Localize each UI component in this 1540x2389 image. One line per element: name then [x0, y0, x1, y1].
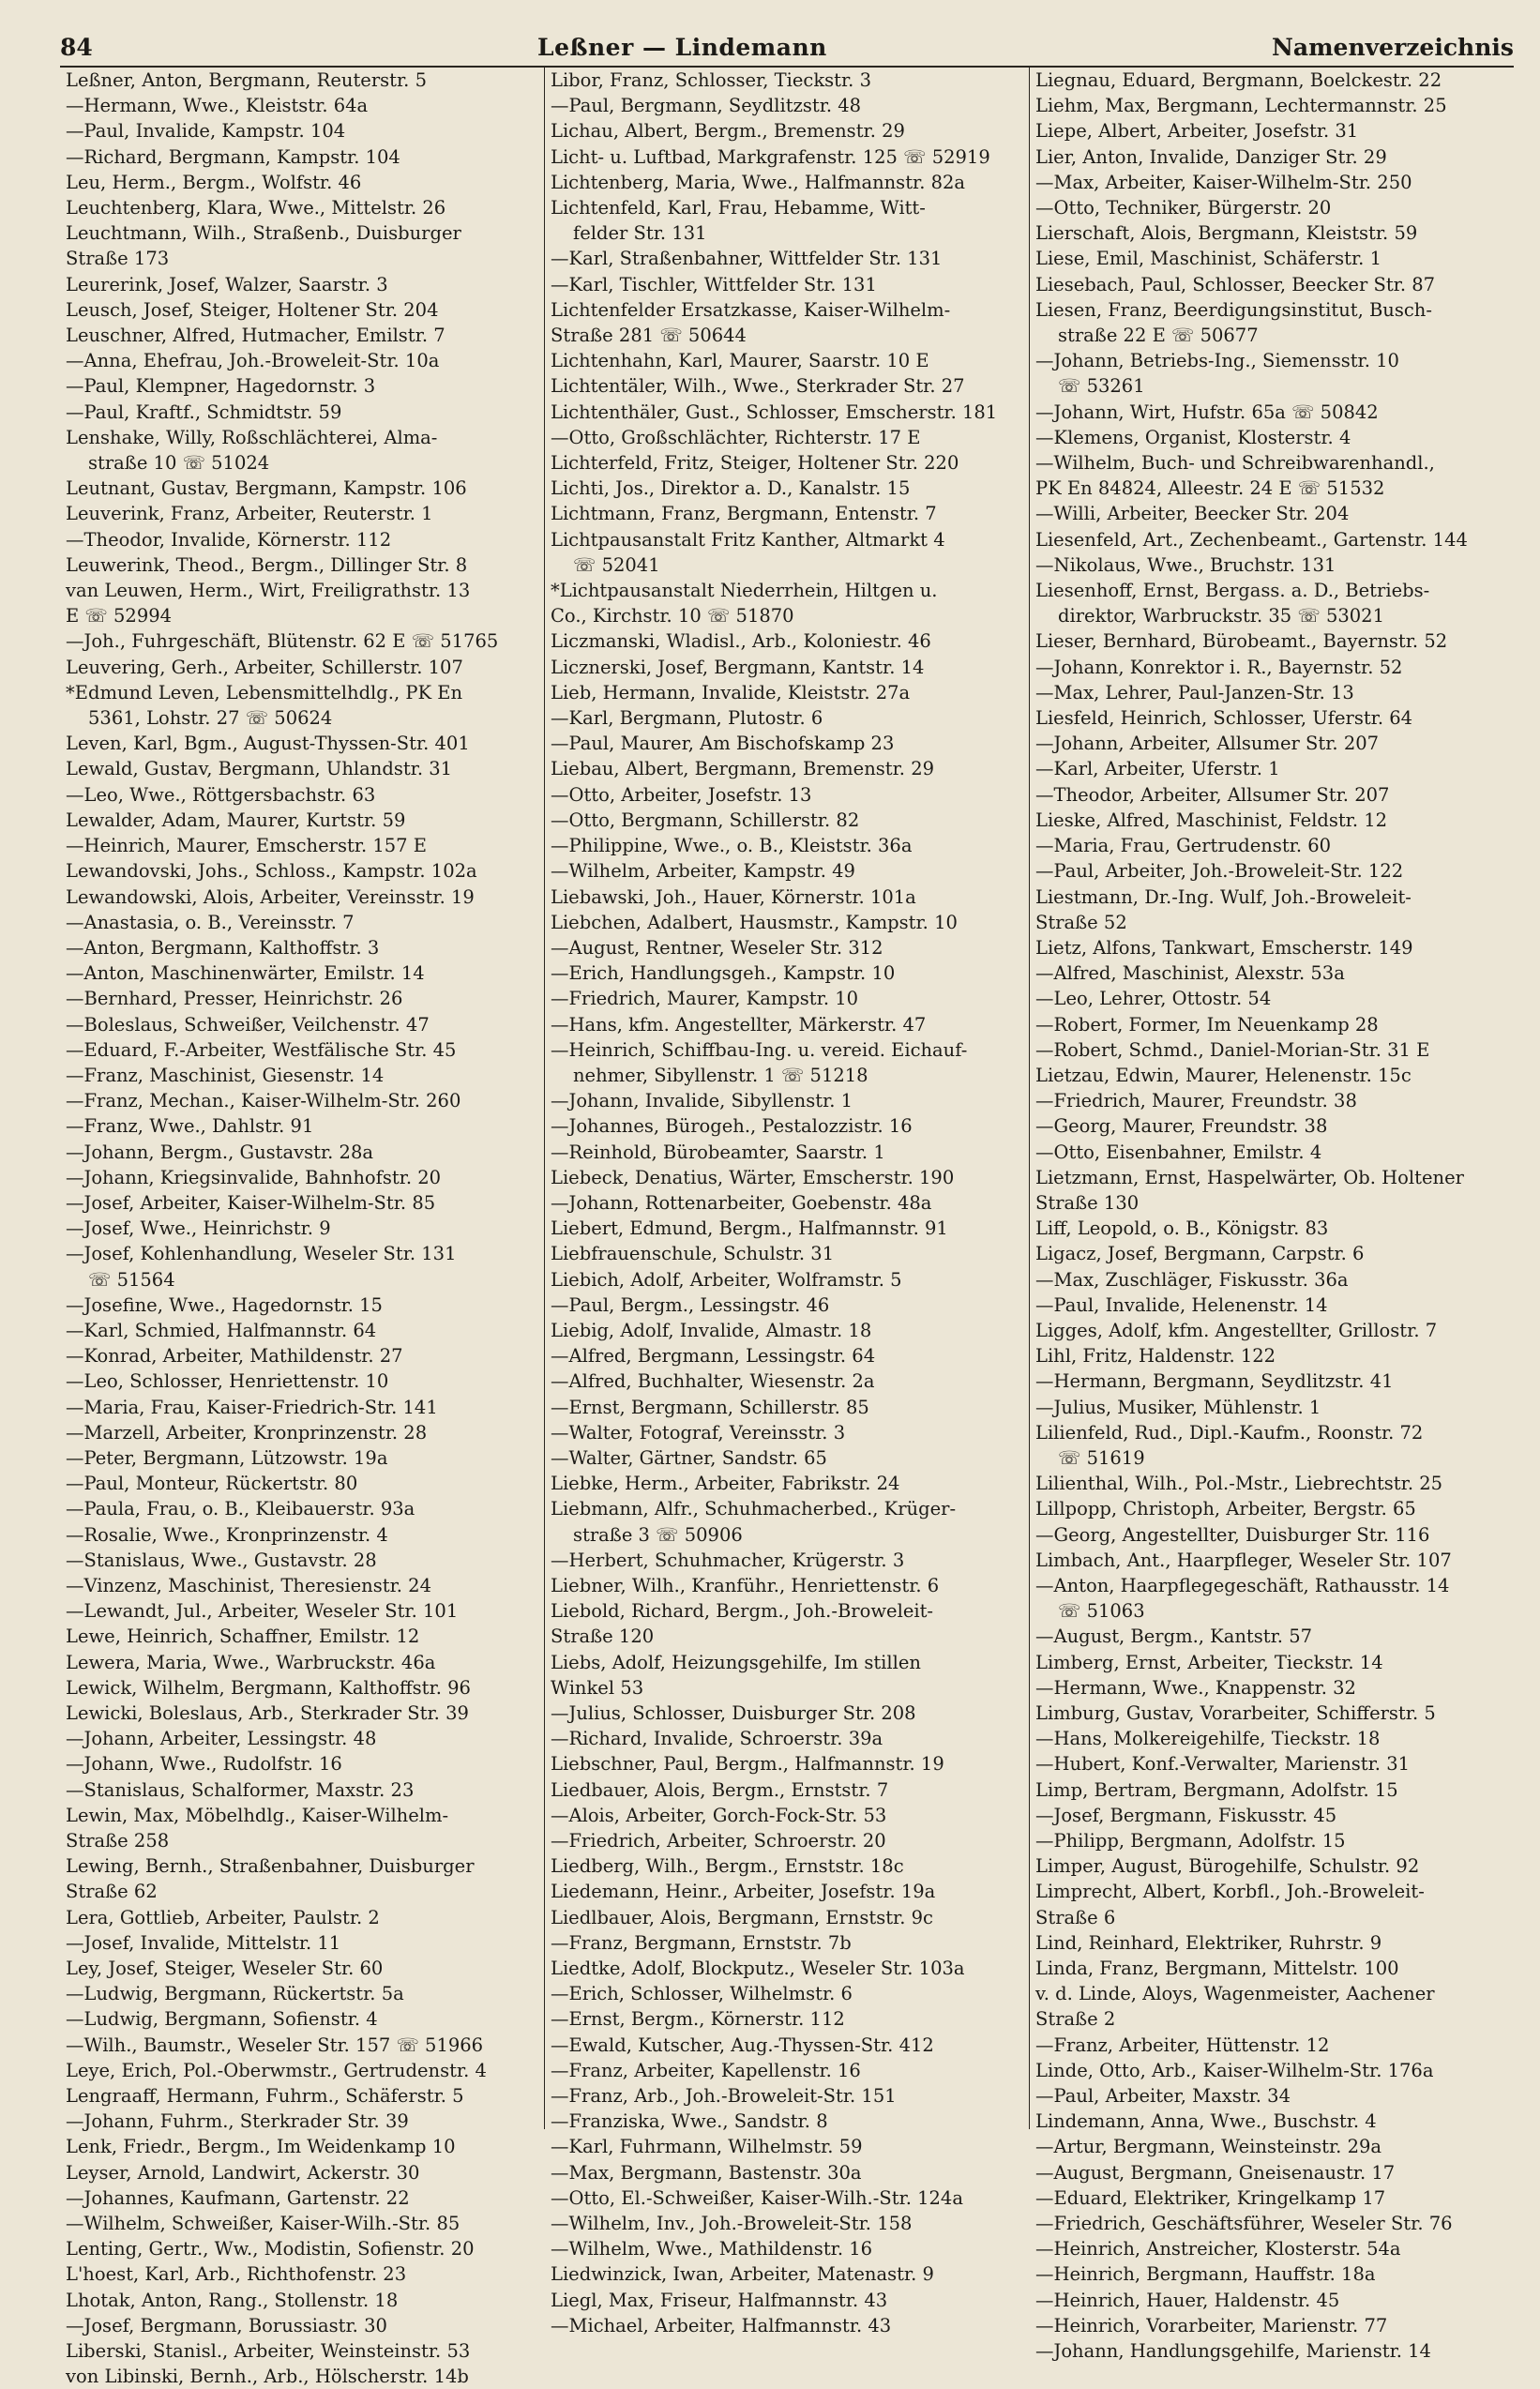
directory-entry-line: Limburg, Gustav, Vorarbeiter, Schifferstr. 5 [1035, 1702, 1436, 1724]
directory-entry-line: —Lewandt, Jul., Arbeiter, Weseler Str. 101 [66, 1600, 459, 1623]
directory-entry-line: Lichtenthäler, Gust., Schlosser, Emscherstr. 181 [551, 401, 998, 423]
directory-entry-line: —Leo, Lehrer, Ottostr. 54 [1035, 988, 1272, 1010]
directory-entry-line: —Franziska, Wwe., Sandstr. 8 [551, 2110, 828, 2133]
directory-entry-line: —Friedrich, Geschäftsführer, Weseler Str. 76 [1035, 2213, 1453, 2235]
directory-entry-line: Winkel 53 [551, 1676, 644, 1699]
directory-entry-line: —Wilhelm, Inv., Joh.-Broweleit-Str. 158 [551, 2213, 913, 2235]
directory-entry-line: —Otto, Techniker, Bürgerstr. 20 [1035, 197, 1332, 219]
directory-entry-line: —Josef, Bergmann, Fiskusstr. 45 [1035, 1804, 1337, 1826]
directory-entry-line: —Heinrich, Bergmann, Hauffstr. 18a [1035, 2263, 1376, 2286]
directory-entry-line: Leven, Karl, Bgm., August-Thyssen-Str. 401 [66, 733, 470, 755]
directory-entry-line: Lewalder, Adam, Maurer, Kurtstr. 59 [66, 809, 406, 831]
directory-entry-line: —Paula, Frau, o. B., Kleibauerstr. 93a [66, 1498, 415, 1520]
directory-entry-line: —Josef, Wwe., Heinrichstr. 9 [66, 1217, 331, 1240]
directory-entry-line: —Otto, Großschlächter, Richterstr. 17 E [551, 426, 921, 448]
directory-entry-line: Leusch, Josef, Steiger, Holtener Str. 204 [66, 298, 439, 321]
directory-entry-line: —Stanislaus, Schalformer, Maxstr. 23 [66, 1778, 415, 1801]
directory-entry-line: —Alfred, Bergmann, Lessingstr. 64 [551, 1345, 876, 1368]
directory-entry-line: —Johannes, Bürogeh., Pestalozzistr. 16 [551, 1115, 913, 1138]
directory-entry-line: —Otto, Bergmann, Schillerstr. 82 [551, 809, 860, 831]
directory-entry-line: —Erich, Handlungsgeh., Kampstr. 10 [551, 962, 896, 985]
directory-entry-line: Liebawski, Joh., Hauer, Körnerstr. 101a [551, 885, 916, 908]
directory-entry-line: Limberg, Ernst, Arbeiter, Tieckstr. 14 [1035, 1651, 1383, 1673]
directory-entry-line: —Leo, Wwe., Röttgersbachstr. 63 [66, 783, 376, 806]
directory-entry-line: —Theodor, Invalide, Körnerstr. 112 [66, 528, 392, 551]
directory-entry-line: —Max, Arbeiter, Kaiser-Wilhelm-Str. 250 [1035, 171, 1412, 193]
directory-entry-line: —Johann, Betriebs-Ing., Siemensstr. 10 [1035, 350, 1399, 372]
directory-entry-line: ☏ 51564 [88, 1268, 175, 1291]
directory-entry-line: Liesfeld, Heinrich, Schlosser, Uferstr. 64 [1035, 707, 1413, 730]
directory-entry-line: —Hans, kfm. Angestellter, Märkerstr. 47 [551, 1013, 927, 1036]
directory-entry-line: Leuvering, Gerh., Arbeiter, Schillerstr. 107 [66, 656, 463, 678]
directory-entry-line: Liebold, Richard, Bergm., Joh.-Broweleit- [551, 1600, 934, 1623]
directory-entry-line: Lindemann, Anna, Wwe., Buschstr. 4 [1035, 2110, 1377, 2133]
directory-entry-line: —Ludwig, Bergmann, Sofienstr. 4 [66, 2008, 378, 2031]
directory-entry-line: —Friedrich, Maurer, Kampstr. 10 [551, 988, 859, 1010]
directory-entry-line: nehmer, Sibyllenstr. 1 ☏ 51218 [573, 1064, 868, 1086]
directory-entry-line: Licht- u. Luftbad, Markgrafenstr. 125 ☏ 52919 [551, 145, 990, 168]
directory-entry-line: Lenk, Friedr., Bergm., Im Weidenkamp 10 [66, 2136, 456, 2158]
directory-entry-line: —Anton, Maschinenwärter, Emilstr. 14 [66, 962, 425, 985]
page-header [60, 28, 1514, 68]
directory-entry-line: Straße 120 [551, 1625, 655, 1648]
directory-entry-line: Liebner, Wilh., Kranführ., Henriettenstr. 6 [551, 1574, 940, 1596]
directory-entry-line: —Paul, Bergm., Lessingstr. 46 [551, 1293, 830, 1316]
directory-entry-line: Lier, Anton, Invalide, Danziger Str. 29 [1035, 145, 1387, 168]
directory-entry-line: —Johann, Kriegsinvalide, Bahnhofstr. 20 [66, 1166, 442, 1188]
directory-entry-line: E ☏ 52994 [66, 605, 173, 627]
directory-entry-line: Liebich, Adolf, Arbeiter, Wolframstr. 5 [551, 1268, 902, 1291]
directory-entry-line: straße 22 E ☏ 50677 [1058, 325, 1259, 347]
directory-entry-line: Libor, Franz, Schlosser, Tieckstr. 3 [551, 69, 871, 91]
directory-entry-line: Lichau, Albert, Bergm., Bremenstr. 29 [551, 120, 905, 143]
directory-entry-line: —Franz, Arbeiter, Kapellenstr. 16 [551, 2059, 861, 2081]
directory-entry-line: Leutnant, Gustav, Bergmann, Kampstr. 106 [66, 477, 467, 500]
directory-entry-line: Lieb, Hermann, Invalide, Kleiststr. 27a [551, 681, 911, 703]
directory-entry-line: —Anastasia, o. B., Vereinsstr. 7 [66, 911, 355, 933]
directory-entry-line: Lenting, Gertr., Ww., Modistin, Sofienstr. 20 [66, 2238, 475, 2260]
directory-entry-line: Ligges, Adolf, kfm. Angestellter, Grillostr. 7 [1035, 1319, 1438, 1341]
directory-entry-line: Lewick, Wilhelm, Bergmann, Kalthoffstr. 96 [66, 1676, 471, 1699]
directory-entry-line: —Johann, Fuhrm., Sterkrader Str. 39 [66, 2110, 409, 2133]
directory-entry-line: Lilienthal, Wilh., Pol.-Mstr., Liebrechtstr. 25 [1035, 1473, 1443, 1495]
directory-entry-line: Lichtenhahn, Karl, Maurer, Saarstr. 10 E [551, 350, 929, 372]
directory-entry-line: —Walter, Fotograf, Vereinsstr. 3 [551, 1421, 846, 1444]
directory-entry-line: —Nikolaus, Wwe., Bruchstr. 131 [1035, 553, 1336, 576]
directory-entry-line: —Franz, Wwe., Dahlstr. 91 [66, 1115, 314, 1138]
directory-entry-line: Liegnau, Eduard, Bergmann, Boelckestr. 22 [1035, 69, 1442, 91]
directory-entry-line: Lichtenfelder Ersatzkasse, Kaiser-Wilhelm- [551, 298, 951, 321]
directory-entry-line: —Wilhelm, Arbeiter, Kampstr. 49 [551, 860, 855, 883]
directory-entry-line: Lewandowski, Alois, Arbeiter, Vereinsstr. 19 [66, 885, 475, 908]
directory-entry-line: —Johannes, Kaufmann, Gartenstr. 22 [66, 2186, 410, 2209]
directory-entry-line: —Robert, Former, Im Neuenkamp 28 [1035, 1013, 1379, 1036]
directory-entry-line: —Walter, Gärtner, Sandstr. 65 [551, 1446, 827, 1469]
directory-entry-line: Liebs, Adolf, Heizungsgehilfe, Im stillen [551, 1651, 921, 1673]
directory-entry-line: Lichti, Jos., Direktor a. D., Kanalstr. 15 [551, 477, 911, 500]
directory-entry-line: direktor, Warbruckstr. 35 ☏ 53021 [1058, 605, 1384, 627]
directory-entry-line: Lichterfeld, Fritz, Steiger, Holtener Str. 220 [551, 452, 959, 475]
directory-entry-line: Leuverink, Franz, Arbeiter, Reuterstr. 1 [66, 503, 433, 525]
directory-entry-line: —Stanislaus, Wwe., Gustavstr. 28 [66, 1549, 377, 1571]
directory-entry-line: 5361, Lohstr. 27 ☏ 50624 [88, 707, 333, 730]
directory-entry-line: Liepe, Albert, Arbeiter, Josefstr. 31 [1035, 120, 1359, 143]
directory-entry-line: Lewera, Maria, Wwe., Warbruckstr. 46a [66, 1651, 436, 1673]
directory-entry-line: Lichtenberg, Maria, Wwe., Halfmannstr. 82a [551, 171, 966, 193]
directory-entry-line: Straße 173 [66, 248, 170, 270]
directory-entry-line: ☏ 51619 [1058, 1446, 1145, 1469]
directory-entry-line: —Michael, Arbeiter, Halfmannstr. 43 [551, 2314, 892, 2336]
directory-entry-line: —Herbert, Schuhmacher, Krügerstr. 3 [551, 1549, 905, 1571]
directory-entry-line: —Ewald, Kutscher, Aug.-Thyssen-Str. 412 [551, 2034, 934, 2056]
directory-entry-line: Liebeck, Denatius, Wärter, Emscherstr. 190 [551, 1166, 955, 1188]
directory-entry-line: —Josef, Invalide, Mittelstr. 11 [66, 1931, 341, 1954]
directory-entry-line: Lewandovski, Johs., Schloss., Kampstr. 102a [66, 860, 477, 883]
directory-entry-line: Lewe, Heinrich, Schaffner, Emilstr. 12 [66, 1625, 420, 1648]
directory-entry-line: —Wilhelm, Wwe., Mathildenstr. 16 [551, 2238, 873, 2260]
directory-entry-line: —Heinrich, Schiffbau-Ing. u. vereid. Eichauf- [551, 1038, 968, 1061]
directory-entry-line: Liberski, Stanisl., Arbeiter, Weinsteinstr. 53 [66, 2340, 471, 2363]
directory-entry-line: —Paul, Klempner, Hagedornstr. 3 [66, 375, 376, 398]
directory-entry-line: —Boleslaus, Schweißer, Veilchenstr. 47 [66, 1013, 430, 1036]
directory-entry-line: Limbach, Ant., Haarpfleger, Weseler Str. 107 [1035, 1549, 1452, 1571]
directory-entry-line: —Alfred, Buchhalter, Wiesenstr. 2a [551, 1370, 875, 1393]
directory-entry-line: Straße 130 [1035, 1191, 1140, 1214]
directory-entry-line: ☏ 51063 [1058, 1600, 1145, 1623]
directory-entry-line: —Johann, Arbeiter, Allsumer Str. 207 [1035, 733, 1380, 755]
directory-entry-line: Leßner, Anton, Bergmann, Reuterstr. 5 [66, 69, 427, 91]
directory-entry-line: Ligacz, Josef, Bergmann, Carpstr. 6 [1035, 1243, 1365, 1265]
directory-entry-line: —Otto, Eisenbahner, Emilstr. 4 [1035, 1141, 1322, 1163]
directory-entry-line: —Max, Lehrer, Paul-Janzen-Str. 13 [1035, 681, 1354, 703]
directory-entry-line: *Lichtpausanstalt Niederrhein, Hiltgen u. [551, 580, 938, 602]
directory-entry-line: Lichtentäler, Wilh., Wwe., Sterkrader Str. 27 [551, 375, 965, 398]
directory-entry-line: Liegl, Max, Friseur, Halfmannstr. 43 [551, 2289, 888, 2311]
directory-entry-line: —Philippine, Wwe., o. B., Kleiststr. 36a [551, 835, 913, 857]
directory-entry-line: —Richard, Invalide, Schroerstr. 39a [551, 1728, 883, 1750]
directory-entry-line: Liedberg, Wilh., Bergm., Ernststr. 18c [551, 1855, 904, 1878]
directory-entry-line: Liebmann, Alfr., Schuhmacherbed., Krüger- [551, 1498, 957, 1520]
directory-entry-line: —Hermann, Bergmann, Seydlitzstr. 41 [1035, 1370, 1394, 1393]
directory-entry-line: Liesenhoff, Ernst, Bergass. a. D., Betriebs- [1035, 580, 1430, 602]
directory-entry-line: Leyser, Arnold, Landwirt, Ackerstr. 30 [66, 2161, 420, 2184]
directory-entry-line: ☏ 53261 [1058, 375, 1145, 398]
directory-entry-line: —Paul, Arbeiter, Maxstr. 34 [1035, 2085, 1291, 2108]
directory-entry-line: Liedemann, Heinr., Arbeiter, Josefstr. 19a [551, 1881, 936, 1903]
directory-entry-line: —Alois, Arbeiter, Gorch-Fock-Str. 53 [551, 1804, 887, 1826]
directory-entry-line: felder Str. 131 [573, 222, 707, 245]
directory-entry-line: —Friedrich, Arbeiter, Schroerstr. 20 [551, 1830, 886, 1852]
directory-entry-line: ☏ 52041 [573, 553, 660, 576]
entry-list [66, 68, 538, 2389]
directory-entry-line: —Leo, Schlosser, Henriettenstr. 10 [66, 1370, 389, 1393]
directory-entry-line: —Paul, Kraftf., Schmidtstr. 59 [66, 401, 342, 423]
directory-entry-line: —Georg, Maurer, Freundstr. 38 [1035, 1115, 1328, 1138]
directory-entry-line: —Franz, Arb., Joh.-Broweleit-Str. 151 [551, 2085, 897, 2108]
directory-entry-line: —Artur, Bergmann, Weinsteinstr. 29a [1035, 2136, 1382, 2158]
directory-entry-line: —Franz, Mechan., Kaiser-Wilhelm-Str. 260 [66, 1090, 461, 1112]
directory-entry-line: —Maria, Frau, Gertrudenstr. 60 [1035, 835, 1332, 857]
directory-entry-line: Limprecht, Albert, Korbfl., Joh.-Broweleit- [1035, 1881, 1425, 1903]
directory-entry-line: —Josef, Arbeiter, Kaiser-Wilhelm-Str. 85 [66, 1191, 436, 1214]
directory-entry-line: —Johann, Handlungsgehilfe, Marienstr. 14 [1035, 2340, 1431, 2363]
directory-entry-line: —Erich, Schlosser, Wilhelmstr. 6 [551, 1983, 853, 2005]
directory-entry-line: —Joh., Fuhrgeschäft, Blütenstr. 62 E ☏ 51765 [66, 630, 499, 653]
directory-entry-line: —Josef, Bergmann, Borussiastr. 30 [66, 2314, 387, 2336]
directory-entry-line: Straße 281 ☏ 50644 [551, 325, 747, 347]
directory-entry-line: —Julius, Musiker, Mühlenstr. 1 [1035, 1396, 1321, 1418]
directory-entry-line: —Eduard, Elektriker, Kringelkamp 17 [1035, 2186, 1386, 2209]
directory-entry-line: Limper, August, Bürogehilfe, Schulstr. 92 [1035, 1855, 1420, 1878]
directory-entry-line: Lierschaft, Alois, Bergmann, Kleiststr. 59 [1035, 222, 1418, 245]
directory-entry-line: Limp, Bertram, Bergmann, Adolfstr. 15 [1035, 1778, 1398, 1801]
directory-entry-line: Lengraaff, Hermann, Fuhrm., Schäferstr. 5 [66, 2085, 464, 2108]
directory-entry-line: Lewin, Max, Möbelhdlg., Kaiser-Wilhelm- [66, 1804, 449, 1826]
directory-entry-line: —Paul, Arbeiter, Joh.-Broweleit-Str. 122 [1035, 860, 1404, 883]
directory-entry-line: —Rosalie, Wwe., Kronprinzenstr. 4 [66, 1523, 388, 1546]
directory-entry-line: von Libinski, Bernh., Arb., Hölscherstr. 14b [66, 2366, 469, 2388]
directory-entry-line: Liebau, Albert, Bergmann, Bremenstr. 29 [551, 758, 935, 780]
directory-entry-line: Straße 2 [1035, 2008, 1116, 2031]
directory-entry-line: Leuchtenberg, Klara, Wwe., Mittelstr. 26 [66, 197, 446, 219]
directory-entry-line: Liebfrauenschule, Schulstr. 31 [551, 1243, 835, 1265]
directory-entry-line: Liff, Leopold, o. B., Königstr. 83 [1035, 1217, 1329, 1240]
directory-entry-line: —Maria, Frau, Kaiser-Friedrich-Str. 141 [66, 1396, 438, 1418]
directory-entry-line: Liesenfeld, Art., Zechenbeamt., Gartenstr. 144 [1035, 528, 1468, 551]
directory-entry-line: —Karl, Bergmann, Plutostr. 6 [551, 707, 823, 730]
directory-entry-line: Leu, Herm., Bergm., Wolfstr. 46 [66, 171, 362, 193]
directory-entry-line: —Hermann, Wwe., Kleiststr. 64a [66, 95, 369, 117]
directory-entry-line: Leuchtmann, Wilh., Straßenb., Duisburger [66, 222, 461, 245]
directory-entry-line: —Richard, Bergmann, Kampstr. 104 [66, 145, 400, 168]
directory-entry-line: Leurerink, Josef, Walzer, Saarstr. 3 [66, 273, 388, 295]
directory-entry-line: —Bernhard, Presser, Heinrichstr. 26 [66, 988, 403, 1010]
directory-entry-line: —Willi, Arbeiter, Beecker Str. 204 [1035, 503, 1350, 525]
directory-entry-line: —Paul, Invalide, Helenenstr. 14 [1035, 1293, 1328, 1316]
directory-entry-line: —Ernst, Bergm., Körnerstr. 112 [551, 2008, 845, 2031]
directory-entry-line: —Eduard, F.-Arbeiter, Westfälische Str. 45 [66, 1038, 457, 1061]
directory-entry-line: Lietzau, Edwin, Maurer, Helenenstr. 15c [1035, 1064, 1412, 1086]
directory-entry-line: Co., Kirchstr. 10 ☏ 51870 [551, 605, 794, 627]
directory-entry-line: Leuschner, Alfred, Hutmacher, Emilstr. 7 [66, 325, 445, 347]
column-3 [1029, 68, 1514, 2363]
directory-entry-line: —Karl, Tischler, Wittfelder Str. 131 [551, 273, 877, 295]
directory-entry-line: —Georg, Angestellter, Duisburger Str. 116 [1035, 1523, 1430, 1546]
directory-entry-line: —Hans, Molkereigehilfe, Tieckstr. 18 [1035, 1728, 1381, 1750]
directory-entry-line: —Anton, Haarpflegegeschäft, Rathausstr. 14 [1035, 1574, 1450, 1596]
directory-entry-line: —Heinrich, Hauer, Haldenstr. 45 [1035, 2289, 1340, 2311]
directory-entry-line: —Karl, Arbeiter, Uferstr. 1 [1035, 758, 1280, 780]
directory-entry-line: —Johann, Wwe., Rudolfstr. 16 [66, 1753, 342, 1776]
directory-entry-line: —Julius, Schlosser, Duisburger Str. 208 [551, 1702, 916, 1724]
directory-entry-line: —Heinrich, Anstreicher, Klosterstr. 54a [1035, 2238, 1401, 2260]
directory-entry-line: Lichtpausanstalt Fritz Kanther, Altmarkt 4 [551, 528, 945, 551]
directory-entry-line: —August, Bergm., Kantstr. 57 [1035, 1625, 1313, 1648]
directory-entry-line: Linda, Franz, Bergmann, Mittelstr. 100 [1035, 1958, 1399, 1980]
section-title: Namenverzeichnis [1272, 33, 1514, 61]
directory-entry-line: —Johann, Rottenarbeiter, Goebenstr. 48a [551, 1191, 932, 1214]
directory-entry-line: —Reinhold, Bürobeamter, Saarstr. 1 [551, 1141, 885, 1163]
directory-entry-line: —Wilh., Baumstr., Weseler Str. 157 ☏ 51966 [66, 2034, 484, 2056]
directory-entry-line: Licznerski, Josef, Bergmann, Kantstr. 14 [551, 656, 925, 678]
directory-entry-line: PK En 84824, Alleestr. 24 E ☏ 51532 [1035, 477, 1385, 500]
directory-entry-line: —Paul, Maurer, Am Bischofskamp 23 [551, 733, 895, 755]
directory-entry-line: straße 3 ☏ 50906 [573, 1523, 743, 1546]
directory-entry-line: —Friedrich, Maurer, Freundstr. 38 [1035, 1090, 1357, 1112]
directory-entry-line: Lind, Reinhard, Elektriker, Ruhrstr. 9 [1035, 1931, 1382, 1954]
column-2 [544, 68, 1029, 2336]
directory-entry-line: —August, Bergmann, Gneisenaustr. 17 [1035, 2161, 1396, 2184]
directory-entry-line: —Johann, Wirt, Hufstr. 65a ☏ 50842 [1035, 401, 1379, 423]
entry-list [551, 68, 1023, 2338]
directory-entry-line: —Johann, Invalide, Sibyllenstr. 1 [551, 1090, 853, 1112]
directory-entry-line: —August, Rentner, Weseler Str. 312 [551, 936, 883, 959]
directory-entry-line: *Edmund Leven, Lebensmittelhdlg., PK En [66, 681, 463, 703]
directory-entry-line: Lietz, Alfons, Tankwart, Emscherstr. 149 [1035, 936, 1413, 959]
directory-entry-line: Lichtenfeld, Karl, Frau, Hebamme, Witt- [551, 197, 926, 219]
directory-entry-line: Leuwerink, Theod., Bergm., Dillinger Str. 8 [66, 553, 468, 576]
directory-entry-line: —Vinzenz, Maschinist, Theresienstr. 24 [66, 1574, 431, 1596]
directory-entry-line: —Anton, Bergmann, Kalthoffstr. 3 [66, 936, 380, 959]
directory-entry-line: van Leuwen, Herm., Wirt, Freiligrathstr. 13 [66, 580, 471, 602]
directory-entry-line: —Johann, Konrektor i. R., Bayernstr. 52 [1035, 656, 1403, 678]
directory-entry-line: L'hoest, Karl, Arb., Richthofenstr. 23 [66, 2263, 407, 2286]
directory-entry-line: —Philipp, Bergmann, Adolfstr. 15 [1035, 1830, 1346, 1852]
directory-entry-line: —Alfred, Maschinist, Alexstr. 53a [1035, 962, 1345, 985]
directory-entry-line: Linde, Otto, Arb., Kaiser-Wilhelm-Str. 176a [1035, 2059, 1434, 2081]
directory-entry-line: —Josefine, Wwe., Hagedornstr. 15 [66, 1293, 383, 1316]
directory-entry-line: —Paul, Monteur, Rückertstr. 80 [66, 1473, 358, 1495]
directory-entry-line: —Karl, Straßenbahner, Wittfelder Str. 131 [551, 248, 943, 270]
directory-entry-line: Lhotak, Anton, Rang., Stollenstr. 18 [66, 2289, 399, 2311]
directory-entry-line: Liczmanski, Wladisl., Arb., Koloniestr. 46 [551, 630, 931, 653]
directory-entry-line: Lichtmann, Franz, Bergmann, Entenstr. 7 [551, 503, 937, 525]
directory-entry-line: —Otto, Arbeiter, Josefstr. 13 [551, 783, 812, 806]
directory-entry-line: —Heinrich, Vorarbeiter, Marienstr. 77 [1035, 2314, 1388, 2336]
directory-entry-line: —Johann, Bergm., Gustavstr. 28a [66, 1141, 373, 1163]
page-number: 84 [60, 33, 93, 61]
directory-entry-line: —Wilhelm, Buch- und Schreibwarenhandl., [1035, 452, 1435, 475]
directory-entry-line: Ley, Josef, Steiger, Weseler Str. 60 [66, 1958, 384, 1980]
directory-entry-line: Liehm, Max, Bergmann, Lechtermannstr. 25 [1035, 95, 1447, 117]
directory-entry-line: Liese, Emil, Maschinist, Schäferstr. 1 [1035, 248, 1381, 270]
directory-entry-line: Liebke, Herm., Arbeiter, Fabrikstr. 24 [551, 1473, 900, 1495]
directory-entry-line: Leye, Erich, Pol.-Oberwmstr., Gertrudenstr. 4 [66, 2059, 487, 2081]
directory-entry-line: —Paul, Invalide, Kampstr. 104 [66, 120, 346, 143]
directory-entry-line: Liestmann, Dr.-Ing. Wulf, Joh.-Broweleit- [1035, 885, 1412, 908]
directory-entry-line: —Karl, Fuhrmann, Wilhelmstr. 59 [551, 2136, 863, 2158]
directory-entry-line: —Karl, Schmied, Halfmannstr. 64 [66, 1319, 377, 1341]
directory-entry-line: —Robert, Schmd., Daniel-Morian-Str. 31 E [1035, 1038, 1430, 1061]
directory-entry-line: Liebig, Adolf, Invalide, Almastr. 18 [551, 1319, 872, 1341]
directory-entry-line: Straße 258 [66, 1830, 170, 1852]
directory-entry-line: —Max, Zuschläger, Fiskusstr. 36a [1035, 1268, 1349, 1291]
directory-entry-line: Liesen, Franz, Beerdigungsinstitut, Busch- [1035, 298, 1432, 321]
directory-entry-line: Liebschner, Paul, Bergm., Halfmannstr. 19 [551, 1753, 944, 1776]
directory-entry-line: Lieske, Alfred, Maschinist, Feldstr. 12 [1035, 809, 1388, 831]
page-title: Leßner — Lindemann [537, 33, 827, 61]
directory-entry-line: —Franz, Maschinist, Giesenstr. 14 [66, 1064, 385, 1086]
directory-entry-line: —Heinrich, Maurer, Emscherstr. 157 E [66, 835, 428, 857]
directory-entry-line: —Konrad, Arbeiter, Mathildenstr. 27 [66, 1345, 403, 1368]
directory-entry-line: —Theodor, Arbeiter, Allsumer Str. 207 [1035, 783, 1390, 806]
directory-entry-line: Lera, Gottlieb, Arbeiter, Paulstr. 2 [66, 1906, 380, 1928]
directory-entry-line: —Peter, Bergmann, Lützowstr. 19a [66, 1446, 388, 1469]
directory-entry-line: Liedlbauer, Alois, Bergmann, Ernststr. 9c [551, 1906, 933, 1928]
directory-entry-line: —Johann, Arbeiter, Lessingstr. 48 [66, 1728, 377, 1750]
directory-entry-line: —Ludwig, Bergmann, Rückertstr. 5a [66, 1983, 404, 2005]
directory-entry-line: Liedbauer, Alois, Bergm., Ernststr. 7 [551, 1778, 889, 1801]
directory-entry-line: —Klemens, Organist, Klosterstr. 4 [1035, 426, 1351, 448]
directory-entry-line: Liebert, Edmund, Bergm., Halfmannstr. 91 [551, 1217, 948, 1240]
directory-entry-line: Liesebach, Paul, Schlosser, Beecker Str. 87 [1035, 273, 1436, 295]
columns [60, 68, 1514, 2388]
entry-list [1035, 68, 1508, 2364]
directory-entry-line: Straße 62 [66, 1881, 158, 1903]
directory-entry-line: Straße 52 [1035, 911, 1127, 933]
directory-entry-line: —Wilhelm, Schweißer, Kaiser-Wilh.-Str. 85 [66, 2213, 460, 2235]
directory-entry-line: —Otto, El.-Schweißer, Kaiser-Wilh.-Str. 124a [551, 2186, 963, 2209]
directory-entry-line: Lillpopp, Christoph, Arbeiter, Bergstr. 65 [1035, 1498, 1416, 1520]
directory-entry-line: Liedtke, Adolf, Blockputz., Weseler Str. 103a [551, 1958, 965, 1980]
directory-entry-line: —Franz, Bergmann, Ernststr. 7b [551, 1931, 852, 1954]
directory-entry-line: —Marzell, Arbeiter, Kronprinzenstr. 28 [66, 1421, 428, 1444]
directory-entry-line: —Anna, Ehefrau, Joh.-Broweleit-Str. 10a [66, 350, 440, 372]
directory-entry-line: Straße 6 [1035, 1906, 1116, 1928]
directory-entry-line: Lenshake, Willy, Roßschlächterei, Alma- [66, 426, 438, 448]
directory-entry-line: —Max, Bergmann, Bastenstr. 30a [551, 2161, 862, 2184]
directory-entry-line: Lewicki, Boleslaus, Arb., Sterkrader Str. 39 [66, 1702, 469, 1724]
directory-entry-line: Lietzmann, Ernst, Haspelwärter, Ob. Holtener [1035, 1166, 1464, 1188]
directory-entry-line: v. d. Linde, Aloys, Wagenmeister, Aachener [1035, 1983, 1435, 2005]
directory-entry-line: Lewald, Gustav, Bergmann, Uhlandstr. 31 [66, 758, 453, 780]
column-1 [60, 68, 544, 2388]
directory-entry-line: —Josef, Kohlenhandlung, Weseler Str. 131 [66, 1243, 457, 1265]
directory-entry-line: Lieser, Bernhard, Bürobeamt., Bayernstr. 52 [1035, 630, 1448, 653]
directory-entry-line: Lihl, Fritz, Haldenstr. 122 [1035, 1345, 1276, 1368]
directory-entry-line: —Ernst, Bergmann, Schillerstr. 85 [551, 1396, 869, 1418]
directory-entry-line: —Paul, Bergmann, Seydlitzstr. 48 [551, 95, 862, 117]
directory-entry-line: Liebchen, Adalbert, Hausmstr., Kampstr. 10 [551, 911, 958, 933]
directory-entry-line: —Franz, Arbeiter, Hüttenstr. 12 [1035, 2034, 1330, 2056]
directory-entry-line: Lilienfeld, Rud., Dipl.-Kaufm., Roonstr. 72 [1035, 1421, 1424, 1444]
directory-entry-line: straße 10 ☏ 51024 [88, 452, 270, 475]
directory-entry-line: Liedwinzick, Iwan, Arbeiter, Matenastr. 9 [551, 2263, 934, 2286]
directory-entry-line: —Hermann, Wwe., Knappenstr. 32 [1035, 1676, 1356, 1699]
directory-entry-line: Lewing, Bernh., Straßenbahner, Duisburger [66, 1855, 475, 1878]
directory-entry-line: —Hubert, Konf.-Verwalter, Marienstr. 31 [1035, 1753, 1411, 1776]
